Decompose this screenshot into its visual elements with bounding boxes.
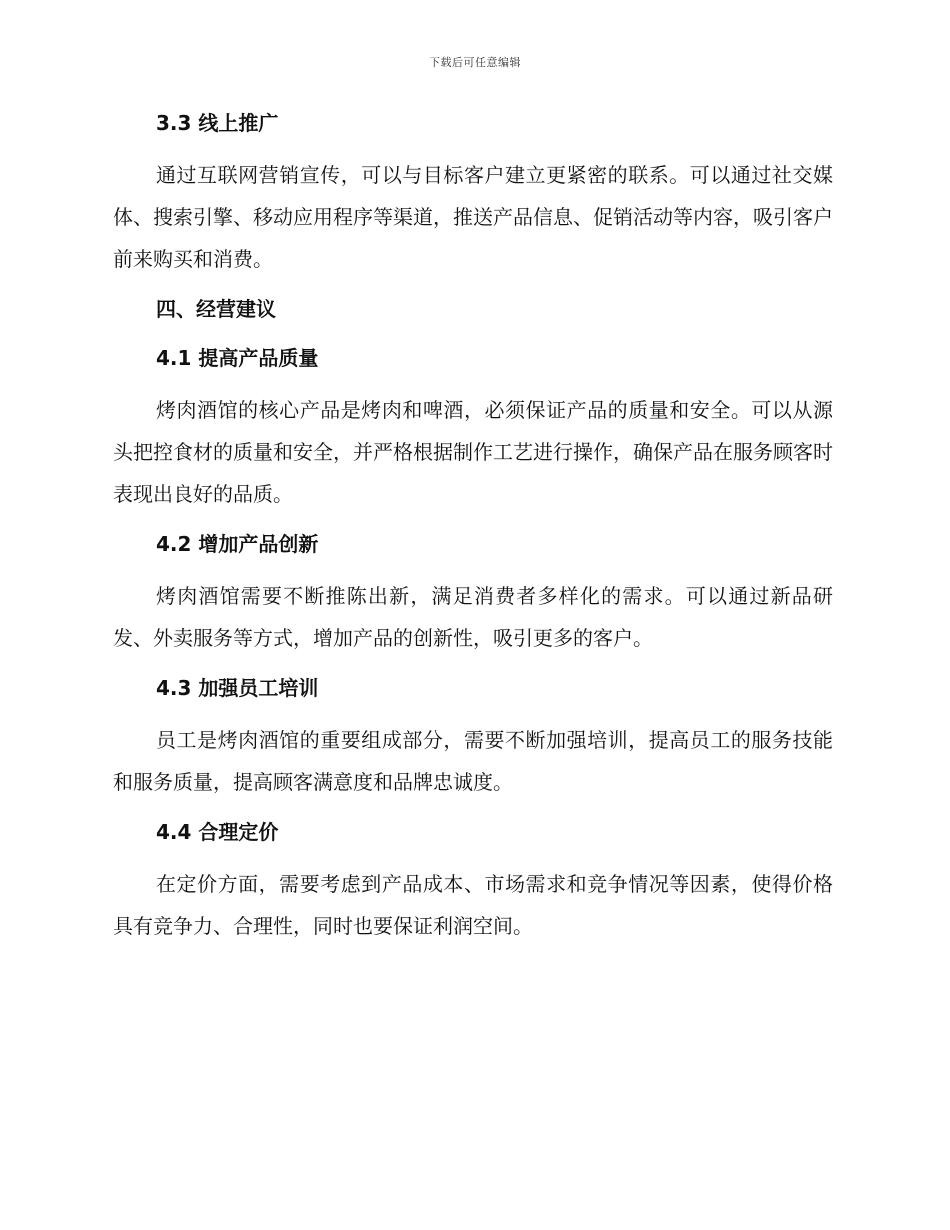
paragraph-reasonable-pricing: 在定价方面，需要考虑到产品成本、市场需求和竞争情况等因素，使得价格具有竞争力、合理性，同时也要保证利润空间。 — [113, 872, 833, 938]
heading-section-4-business-advice: 四、经营建议 — [156, 297, 276, 321]
paragraph-product-innovation: 烤肉酒馆需要不断推陈出新，满足消费者多样化的需求。可以通过新品研发、外卖服务等方式，增加产品的创新性，吸引更多的客户。 — [113, 584, 833, 650]
heading-3-3-online-promotion: 3.3 线上推广 — [156, 111, 279, 135]
heading-4-1-product-quality: 4.1 提高产品质量 — [156, 346, 319, 370]
paragraph-product-quality: 烤肉酒馆的核心产品是烤肉和啤酒，必须保证产品的质量和安全。可以从源头把控食材的质量和安全，并严格根据制作工艺进行操作，确保产品在服务顾客时表现出良好的品质。 — [113, 398, 833, 506]
document-body — [113, 108, 833, 947]
page-header: 下载后可任意编辑 — [429, 56, 521, 69]
heading-4-3-staff-training: 4.3 加强员工培训 — [156, 676, 319, 700]
paragraph-staff-training: 员工是烤肉酒馆的重要组成部分，需要不断加强培训，提高员工的服务技能和服务质量，提高顾客满意度和品牌忠诚度。 — [113, 728, 833, 794]
paragraph-online-promotion: 通过互联网营销宣传，可以与目标客户建立更紧密的联系。可以通过社交媒体、搜索引擎、移动应用程序等渠道，推送产品信息、促销活动等内容，吸引客户前来购买和消费。 — [113, 163, 833, 271]
heading-4-2-product-innovation: 4.2 增加产品创新 — [156, 532, 319, 556]
heading-4-4-reasonable-pricing: 4.4 合理定价 — [156, 820, 279, 844]
